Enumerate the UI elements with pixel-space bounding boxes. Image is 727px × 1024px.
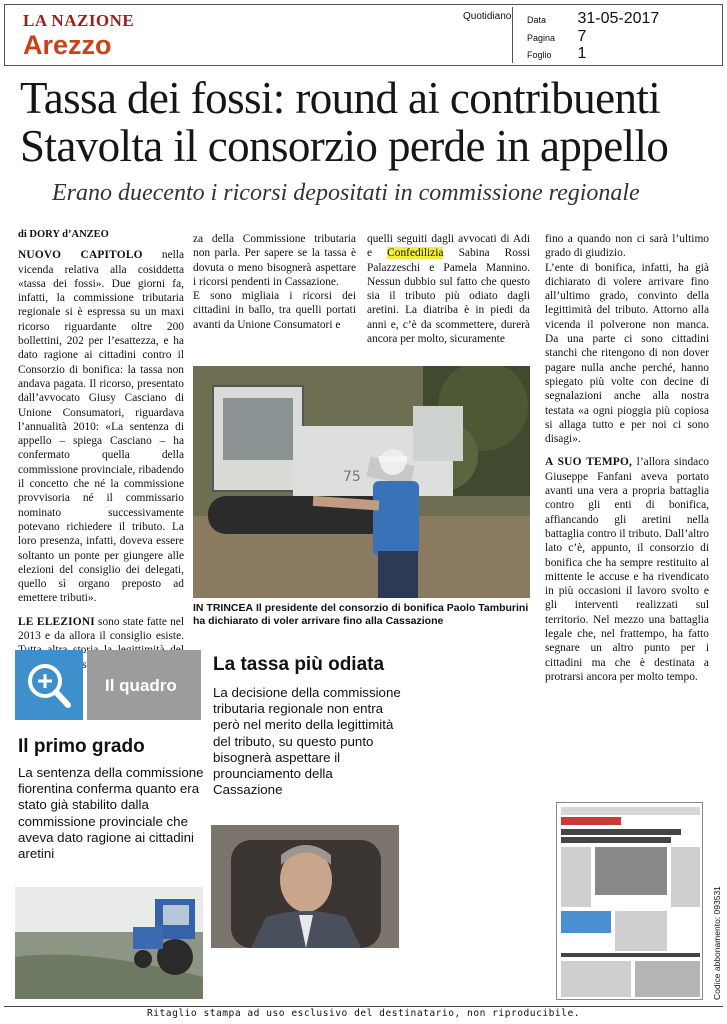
meta-page <box>527 28 586 46</box>
lead-in: LE ELEZIONI <box>18 615 95 628</box>
article-column-4 <box>545 232 709 684</box>
lead-in: A SUO TEMPO, <box>545 456 633 469</box>
photo-caption <box>193 602 533 628</box>
box-text-second: La decisione della commissione tributaria regionale non entra però nel merito della legittimità del tributo, su questo punto bisognerà aspettare il prounciamento della Cassazione <box>213 685 401 798</box>
excavator-photo <box>193 366 530 598</box>
clipping-header <box>4 4 723 66</box>
paragraph-text: Sabina Rossi Palazzeschi e Pamela Mannino. Nessun dubbio sul fatto che questo sia il tributo più odiato dagli aretini. La diatriba è in piedi da anni e, c’è da scommettere, durerà ancora per molto, sicuramente <box>367 247 530 346</box>
meta-sheet-value: 1 <box>577 45 587 62</box>
meta-date-label: Data <box>527 15 547 25</box>
footer-rule <box>4 1006 723 1007</box>
byline: di DORY d’ANZEO <box>18 229 109 240</box>
box-heading-first: Il primo grado <box>18 736 145 757</box>
article-column-3 <box>367 232 530 346</box>
box-heading-second: La tassa più odiata <box>213 654 385 675</box>
page-thumbnail <box>556 802 703 1000</box>
newspaper-logo <box>23 11 134 59</box>
subscription-code: Codice abbonamento: 093531 <box>712 886 722 1000</box>
publication-type: Quotidiano <box>463 11 512 22</box>
lead-in: NUOVO CAPITOLO <box>18 249 143 262</box>
meta-page-label: Pagina <box>527 33 556 43</box>
paragraph-text: quelli seguiti dagli avvocati di Adi e <box>367 233 530 260</box>
highlighted-term: Confedilizia <box>387 247 444 260</box>
article-column-2 <box>193 232 356 332</box>
photo-illustration <box>193 366 530 598</box>
box-label: Il quadro <box>87 650 201 720</box>
svg-text:75: 75 <box>343 469 361 485</box>
article-deck: Erano duecento i ricorsi depositati in commissione regionale <box>52 180 640 206</box>
caption-lead: IN TRINCEA <box>193 602 254 614</box>
paragraph <box>18 248 184 605</box>
footer-notice: Ritaglio stampa ad uso esclusivo del destinatario, non riproducibile. <box>146 1008 581 1019</box>
tractor-photo <box>15 887 203 999</box>
paragraph-text: fino a quando non ci sarà l’ultimo grado di giudizio. <box>545 233 709 260</box>
paragraph <box>545 455 709 684</box>
meta-sheet <box>527 45 586 63</box>
caption-text: Il presidente del consorzio di bonifica Paolo Tamburini ha dichiarato di voler arrivare fino alla Cassazione <box>193 602 529 627</box>
clipping-meta <box>512 7 722 63</box>
zoom-icon <box>15 650 83 720</box>
paragraph-text: nella vicenda relativa alla cosiddetta «tassa dei fossi». Due giorni fa, infatti, la commissione tributaria regionale si è espressa su un maxi ricorso riguardante oltre 200 bollettini, 202 per l’esattezza, e ha dato ragione ai cittadini contro il Consorzio di bonifica: la tassa non andava pagata. Il ricorso, presentato dall’avvocato Giusy Casciano di Unione Consumatori, riguardava l’annualità 2010: «La sentenza di appello – spiega Casciano – ha confermato quella della commissione provinciale, ribadendo il concetto che né la commissione provvisoria né il commissario nominato successivamente potevano richiedere il tributo. La loro presenza, infatti, doveva essere soltanto un ponte per giungere alle elezioni del consiglio dei delegati, quello sì organo preposto ad emettere tributi». <box>18 249 185 605</box>
paragraph <box>367 232 530 346</box>
portrait-photo <box>211 825 399 948</box>
meta-page-value: 7 <box>577 28 587 45</box>
box-text-first: La sentenza della commissione fiorentina conferma quanto era stato già stabilito dalla commissione provinciale che aveva dato ragione ai cittadini aretini <box>18 765 204 862</box>
paragraph-text: L’ente di bonifica, infatti, ha già dichiarato di volere arrivare fino all’ultimo grado, convinto della legittimità del tributo. Attorno alla vicenda il polverone non manca. Da una parte ci sono cittadini stanchi che ritengono di non dover pagare nulla anche perché, hanno spiegato più volte con decine di segnalazioni anche alla nostra testata «a ogni pioggia più copiosa si allaga tutto e per noi ci sono disagi». <box>545 261 709 446</box>
article-column-1 <box>18 228 184 672</box>
headline-line-1: Tassa dei fossi: round ai contribuenti <box>20 73 661 123</box>
meta-date <box>527 10 659 28</box>
paragraph-text: za della Commissione tributaria non parla. Per sapere se la tassa è dovuta o meno bisognerà aspettare i ricorsi pendenti in Cassazione. <box>193 233 356 288</box>
meta-date-value: 31-05-2017 <box>577 10 660 27</box>
paragraph-text: E sono migliaia i ricorsi dei cittadini in ballo, tra quelli portati avanti da Unione Consumatori e <box>193 290 356 331</box>
headline-line-2: Stavolta il consorzio perde in appello <box>20 121 669 171</box>
paragraph-text: sono state fatte nel 2013 e da allora il consiglio esiste. storia <box>18 615 184 657</box>
meta-sheet-label: Foglio <box>527 50 552 60</box>
logo-edition: Arezzo <box>23 30 112 60</box>
logo-masthead: LA NAZIONE <box>23 11 135 30</box>
paragraph-text: l’allora sindaco Giuseppe Fanfani aveva portato avanti una vera a propria battaglia contro gli enti di bonifica, affiancando gli aretini nella battaglia contro il tributo. Dall’altro lato c’è, appunto, il consorzio di bonifica che ha sempre restituito al mittente le accuse e ha rivendicato in più occasioni il lavoro svolto e gli interventi realizzati sul territorio. Nel mezzo una battaglia legale che, nel frattempo, ha fatto segnare un altro punto per i cittadini ma che è destinata a protrarsi ancora per molto tempo. <box>545 456 709 683</box>
